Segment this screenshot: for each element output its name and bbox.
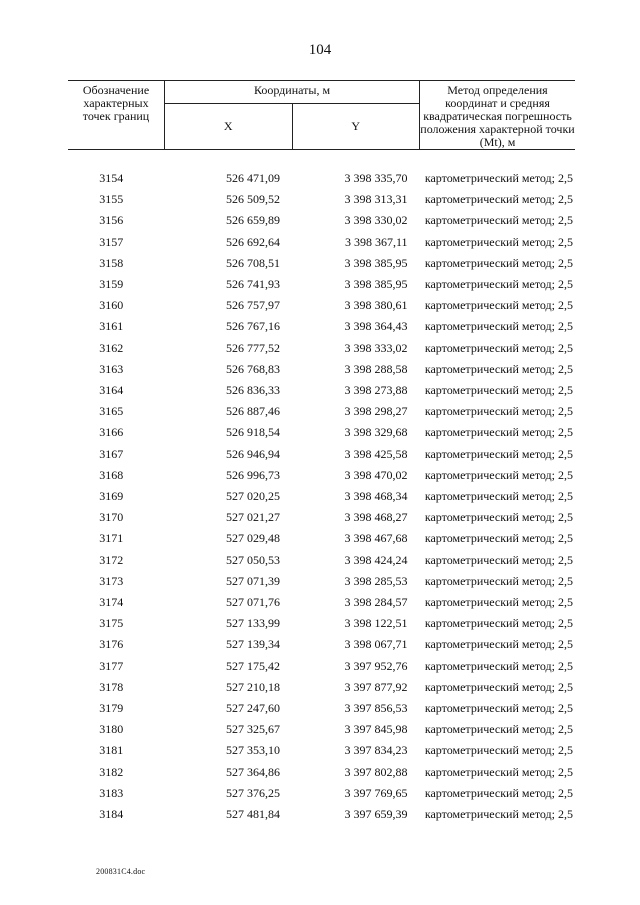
cell-method: картометрический метод; 2,5 [424,383,573,398]
cell-y: 3 398 288,58 [344,361,408,376]
cell-method: картометрический метод; 2,5 [424,425,573,440]
header-method: Метод определения координат и средняя квадратическая погрешность положения характерной точки (Mt), м [420,81,576,150]
cell-point-code: 3156 [99,213,124,228]
cell-point-code: 3162 [99,340,124,355]
cell-x: 527 139,34 [226,637,280,652]
cell-point-code: 3179 [99,701,124,716]
cell-method: картометрический метод; 2,5 [424,319,573,334]
cell-method: картометрический метод; 2,5 [424,679,573,694]
cell-x: 526 887,46 [226,404,280,419]
cell-point-code: 3161 [99,319,124,334]
cell-point-code: 3182 [99,764,124,779]
table-row [68,210,575,231]
cell-x: 527 133,99 [226,616,280,631]
cell-y: 3 398 385,95 [344,255,408,270]
cell-y: 3 398 067,71 [344,637,408,652]
cell-x: 526 708,51 [226,255,280,270]
cell-method: картометрический метод; 2,5 [424,510,573,525]
table-row [68,316,575,337]
table-row [68,422,575,443]
cell-point-code: 3175 [99,616,124,631]
cell-point-code: 3181 [99,743,124,758]
cell-x: 527 247,60 [226,701,280,716]
cell-x: 527 481,84 [226,807,280,822]
cell-y: 3 398 298,27 [344,404,408,419]
table-row [68,592,575,613]
table-row [68,295,575,316]
cell-point-code: 3164 [99,383,124,398]
cell-y: 3 398 380,61 [344,298,408,313]
header-coordinates: Координаты, м [165,81,420,104]
cell-point-code: 3173 [99,573,124,588]
cell-x: 526 741,93 [226,277,280,292]
table-row [68,359,575,380]
cell-x: 526 692,64 [226,234,280,249]
cell-method: картометрический метод; 2,5 [424,298,573,313]
cell-y: 3 397 802,88 [344,764,408,779]
cell-x: 526 918,54 [226,425,280,440]
cell-point-code: 3172 [99,552,124,567]
cell-point-code: 3183 [99,785,124,800]
cell-method: картометрический метод; 2,5 [424,340,573,355]
cell-y: 3 397 845,98 [344,722,408,737]
cell-point-code: 3155 [99,192,124,207]
cell-x: 527 364,86 [226,764,280,779]
cell-point-code: 3170 [99,510,124,525]
cell-method: картометрический метод; 2,5 [424,277,573,292]
cell-method: картометрический метод; 2,5 [424,637,573,652]
cell-method: картометрический метод; 2,5 [424,531,573,546]
table-row [68,507,575,528]
cell-x: 527 050,53 [226,552,280,567]
cell-method: картометрический метод; 2,5 [424,616,573,631]
table-row [68,189,575,210]
cell-point-code: 3163 [99,361,124,376]
table-row [68,719,575,740]
cell-method: картометрический метод; 2,5 [424,234,573,249]
table-row [68,571,575,592]
table-row [68,274,575,295]
cell-point-code: 3168 [99,467,124,482]
header-point-code: Обозначение характерных точек границ [68,81,165,150]
cell-y: 3 398 329,68 [344,425,408,440]
table-row [68,783,575,804]
cell-method: картометрический метод; 2,5 [424,404,573,419]
cell-point-code: 3171 [99,531,124,546]
page-number: 104 [308,42,332,58]
cell-y: 3 398 467,68 [344,531,408,546]
table-row [68,338,575,359]
cell-x: 526 836,33 [226,383,280,398]
cell-x: 527 071,39 [226,573,280,588]
cell-point-code: 3184 [99,807,124,822]
cell-point-code: 3176 [99,637,124,652]
cell-x: 526 777,52 [226,340,280,355]
table-row [68,380,575,401]
cell-x: 526 509,52 [226,192,280,207]
cell-point-code: 3166 [99,425,124,440]
cell-method: картометрический метод; 2,5 [424,743,573,758]
cell-y: 3 398 333,02 [344,340,408,355]
cell-method: картометрический метод; 2,5 [424,255,573,270]
table-row [68,401,575,422]
cell-point-code: 3167 [99,446,124,461]
cell-y: 3 398 335,70 [344,171,408,185]
cell-method: картометрический метод; 2,5 [424,489,573,504]
table-row [68,465,575,486]
table-body [68,150,575,826]
cell-point-code: 3169 [99,489,124,504]
cell-y: 3 397 952,76 [344,658,408,673]
table-row [68,634,575,655]
table-row [68,444,575,465]
cell-y: 3 398 364,43 [344,319,408,334]
cell-x: 527 376,25 [226,785,280,800]
cell-x: 526 996,73 [226,467,280,482]
cell-method: картометрический метод; 2,5 [424,446,573,461]
cell-y: 3 398 122,51 [344,616,408,631]
table-row [68,150,575,190]
table-row [68,253,575,274]
cell-x: 526 471,09 [226,171,280,185]
cell-point-code: 3159 [99,277,124,292]
table-header [68,81,575,150]
cell-y: 3 397 659,39 [344,807,408,822]
coordinates-table [68,80,575,825]
cell-x: 526 767,16 [226,319,280,334]
table-row [68,762,575,783]
cell-x: 526 757,97 [226,298,280,313]
cell-method: картометрический метод; 2,5 [424,467,573,482]
cell-method: картометрический метод; 2,5 [424,213,573,228]
cell-point-code: 3177 [99,658,124,673]
cell-point-code: 3174 [99,595,124,610]
table-row [68,677,575,698]
table-row [68,804,575,825]
cell-method: картометрический метод; 2,5 [424,722,573,737]
cell-x: 527 021,27 [226,510,280,525]
cell-point-code: 3180 [99,722,124,737]
cell-point-code: 3154 [99,171,124,185]
cell-method: картометрический метод; 2,5 [424,785,573,800]
cell-x: 526 659,89 [226,213,280,228]
cell-point-code: 3157 [99,234,124,249]
table-row [68,232,575,253]
cell-y: 3 398 285,53 [344,573,408,588]
cell-x: 527 071,76 [226,595,280,610]
cell-y: 3 398 468,34 [344,489,408,504]
cell-y: 3 398 330,02 [344,213,408,228]
header-x: X [165,103,293,149]
cell-method: картометрический метод; 2,5 [424,764,573,779]
cell-y: 3 398 313,31 [344,192,408,207]
cell-y: 3 397 877,92 [344,679,408,694]
cell-x: 526 946,94 [226,446,280,461]
table-row [68,740,575,761]
cell-x: 526 768,83 [226,361,280,376]
cell-x: 527 175,42 [226,658,280,673]
cell-x: 527 029,48 [226,531,280,546]
cell-method: картометрический метод; 2,5 [424,171,573,185]
table-row [68,550,575,571]
cell-point-code: 3178 [99,679,124,694]
cell-x: 527 210,18 [226,679,280,694]
cell-y: 3 397 834,23 [344,743,408,758]
cell-y: 3 398 468,27 [344,510,408,525]
cell-x: 527 353,10 [226,743,280,758]
cell-y: 3 397 856,53 [344,701,408,716]
cell-method: картометрический метод; 2,5 [424,552,573,567]
cell-y: 3 398 367,11 [344,234,408,249]
footer-filename: 200831С4.doc [96,867,146,876]
cell-y: 3 398 424,24 [344,552,408,567]
table-row [68,698,575,719]
cell-method: картометрический метод; 2,5 [424,658,573,673]
cell-x: 527 020,25 [226,489,280,504]
header-y: Y [292,103,420,149]
cell-point-code: 3165 [99,404,124,419]
table-row [68,528,575,549]
cell-method: картометрический метод; 2,5 [424,361,573,376]
cell-y: 3 398 273,88 [344,383,408,398]
cell-y: 3 398 385,95 [344,277,408,292]
cell-method: картометрический метод; 2,5 [424,573,573,588]
table-row [68,656,575,677]
cell-y: 3 398 470,02 [344,467,408,482]
cell-y: 3 398 284,57 [344,595,408,610]
cell-x: 527 325,67 [226,722,280,737]
cell-y: 3 397 769,65 [344,785,408,800]
cell-method: картометрический метод; 2,5 [424,701,573,716]
cell-point-code: 3158 [99,255,124,270]
cell-method: картометрический метод; 2,5 [424,192,573,207]
table-row [68,613,575,634]
table-row [68,486,575,507]
cell-y: 3 398 425,58 [344,446,408,461]
cell-method: картометрический метод; 2,5 [424,807,573,822]
cell-point-code: 3160 [99,298,124,313]
cell-method: картометрический метод; 2,5 [424,595,573,610]
